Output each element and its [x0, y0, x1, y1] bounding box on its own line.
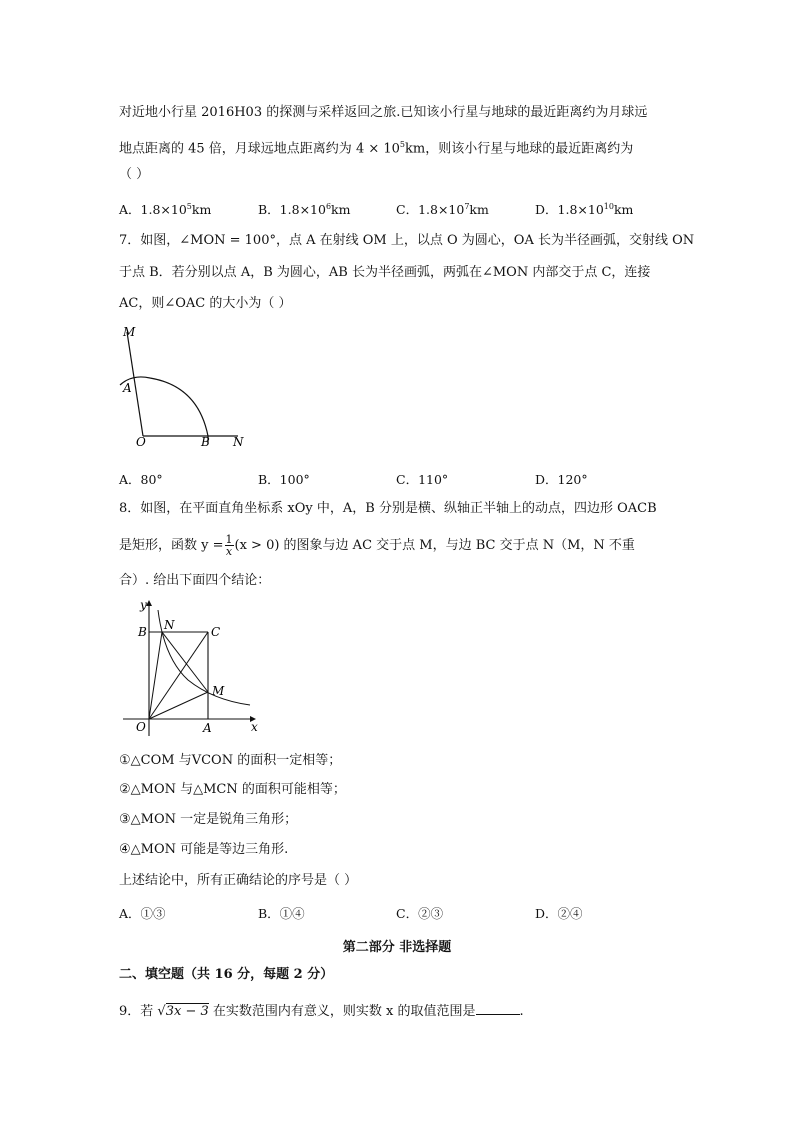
- label-m: M: [123, 325, 136, 339]
- q7-line1: 7．如图，∠MON = 100°，点 A 在射线 OM 上，以点 O 为圆心，OA 长为半径画弧，交射线 ON: [119, 233, 695, 248]
- q6-paren: （ ）: [119, 167, 150, 182]
- q6-line2-exp: 5: [399, 140, 406, 149]
- label-n: N: [164, 618, 175, 632]
- label-c: C: [211, 625, 221, 639]
- segment-mn: [162, 632, 208, 692]
- q8-figure: [118, 598, 268, 743]
- label-b: B: [201, 435, 210, 449]
- q8-statement-3: ③△MON 一定是锐角三角形；: [119, 812, 298, 827]
- q8-option-c: C．②③: [396, 906, 444, 921]
- fraction-1-over-x: $\frac{1}{x}$: [225, 533, 233, 558]
- label-a: A: [203, 721, 212, 735]
- label-o: O: [136, 435, 146, 449]
- q7-option-b: B．100°: [258, 472, 310, 487]
- label-a: A: [123, 381, 132, 395]
- segment-on: [149, 632, 162, 719]
- q6-line2: [119, 136, 633, 158]
- answer-blank: [476, 1002, 520, 1015]
- q8-option-d: D．②④: [535, 906, 583, 921]
- q6-option-a: A．$1.8\times 10^5km$: [119, 201, 212, 217]
- q8-statement-4: ④△MON 可能是等边三角形.: [119, 842, 289, 857]
- y-arrow-icon: [146, 600, 152, 606]
- q8-option-a: A．①③: [119, 906, 166, 921]
- q9: 9．若 √3x − 3 在实数范围内有意义，则实数 x 的取值范围是 .: [119, 1004, 524, 1019]
- q6-line2a: 地点距离的 45 倍，月球远地点距离约为 4 × 10: [119, 141, 400, 157]
- q6-line1: 对近地小行星 2016H03 的探测与采样返回之旅.已知该小行星与地球的最近距离约为月球远: [119, 105, 648, 120]
- sqrt-expression: √3x − 3: [157, 1004, 209, 1019]
- q7-line3: AC，则∠OAC 的大小为（ ）: [119, 296, 292, 311]
- label-y: y: [140, 598, 147, 612]
- section-heading: 二、填空题（共 16 分，每题 2 分）: [119, 967, 334, 982]
- q8-statement-2: ②△MON 与△MCN 的面积可能相等；: [119, 782, 346, 797]
- q6-line2b: km，则该小行星与地球的最近距离约为: [405, 141, 634, 157]
- q7-option-a: A．80°: [119, 472, 163, 487]
- part2-title: 第二部分 非选择题: [342, 940, 452, 955]
- q7-line2: 于点 B．若分别以点 A，B 为圆心，AB 长为半径画弧，两弧在∠MON 内部交于点 C，连接: [119, 265, 651, 280]
- label-o: O: [136, 720, 146, 734]
- q8-statement-1: ①△COM 与VCON 的面积一定相等；: [119, 753, 342, 768]
- q6-option-d: D．$1.8\times 10^{10}km$: [535, 201, 634, 217]
- label-m: M: [212, 684, 225, 698]
- label-n: N: [233, 435, 244, 449]
- q6-option-c: C．$1.8\times 10^7km$: [396, 201, 489, 217]
- q8-option-b: B．①④: [258, 906, 305, 921]
- label-x: x: [251, 720, 258, 734]
- label-b: B: [138, 625, 147, 639]
- q6-option-b: B．$1.8\times 10^6km$: [258, 201, 351, 217]
- q8-line2: 是矩形，函数 y = $\frac{1}{x}$ (x > 0) 的图象与边 AC 交于点 M，与边 BC 交于点 N（M，N 不重: [119, 533, 635, 558]
- arc-ab: [120, 377, 208, 442]
- q8-line1: 8．如图，在平面直角坐标系 xOy 中，A，B 分别是横、纵轴正半轴上的动点，四边形 OACB: [119, 501, 657, 516]
- q7-option-d: D．120°: [535, 472, 588, 487]
- q7-figure: [110, 322, 260, 452]
- q7-option-c: C．110°: [396, 472, 449, 487]
- q8-line3: 合）. 给出下面四个结论：: [119, 573, 271, 588]
- q8-ask: 上述结论中，所有正确结论的序号是（ ）: [119, 873, 358, 888]
